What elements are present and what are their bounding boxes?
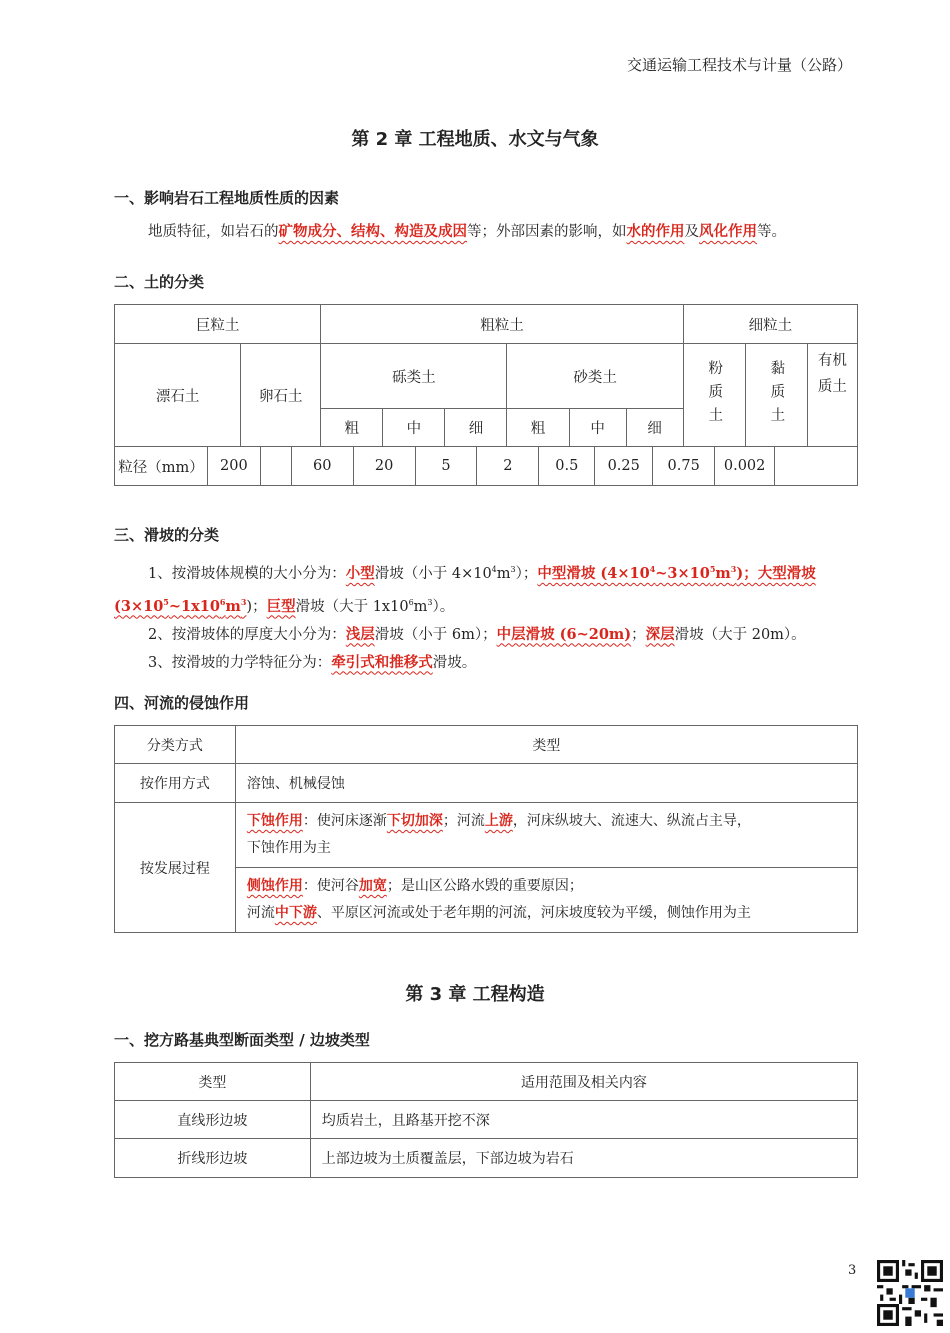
- running-header: 交通运输工程技术与计量（公路）: [626, 56, 852, 74]
- table-cell: 折线形边坡: [115, 1139, 311, 1178]
- size-cell: 中: [383, 409, 445, 447]
- section-heading: 四、河流的侵蚀作用: [114, 694, 250, 712]
- grain-value: 0.75: [653, 447, 715, 486]
- section-heading: 一、挖方路基典型断面类型 / 边坡类型: [114, 1031, 370, 1049]
- grain-value: 60: [291, 447, 353, 486]
- size-cell: 粗: [321, 409, 383, 447]
- highlight: 风化作用: [699, 223, 757, 240]
- table-header: 类型: [235, 726, 857, 764]
- group-header: 巨粒土: [115, 305, 321, 344]
- table-cell: 侧蚀作用：使河谷加宽；是山区公路水毁的重要原因； 河流中下游、平原区河流或处于老年期的河流，河床坡度较为平缓，侧蚀作用为主: [235, 868, 857, 933]
- table-cell: 直线形边坡: [115, 1101, 311, 1139]
- soil-classification-table: [114, 304, 858, 447]
- subgroup: 有机质土: [807, 344, 857, 447]
- subgroup: 砂类土: [507, 344, 683, 409]
- grain-label: 粒径（mm）: [115, 447, 208, 486]
- erosion-table: [114, 725, 858, 933]
- subgroup: 卵石土: [241, 344, 321, 447]
- chapter-title: 第 2 章 工程地质、水文与气象: [351, 129, 599, 150]
- grain-value: 0.002: [715, 447, 775, 486]
- subgroup: 漂石土: [115, 344, 241, 447]
- text: 地质特征，如岩石的: [148, 224, 279, 240]
- chapter-title: 第 3 章 工程构造: [405, 984, 545, 1005]
- grain-value: 200: [207, 447, 260, 486]
- subgroup: 粉质土: [683, 344, 745, 447]
- grain-size-row: [114, 446, 858, 486]
- table-cell: 均质岩土，且路基开挖不深: [310, 1101, 857, 1139]
- grain-value: 5: [415, 447, 477, 486]
- subgroup: 黏质土: [745, 344, 807, 447]
- table-header: 适用范围及相关内容: [310, 1063, 857, 1101]
- subgroup: 砾类土: [321, 344, 507, 409]
- group-header: 细粒土: [683, 305, 857, 344]
- highlight: 矿物成分、结构、构造及成因: [278, 223, 467, 240]
- grain-value: [775, 447, 858, 486]
- page-number: 3: [848, 1263, 857, 1278]
- paragraph: [148, 218, 786, 246]
- section-heading: 二、土的分类: [114, 273, 205, 291]
- qr-code-icon: [877, 1260, 943, 1326]
- section-heading: 三、滑坡的分类: [114, 526, 220, 544]
- table-cell: 下蚀作用：使河床逐渐下切加深；河流上游，河床纵坡大、流速大、纵流占主导， 下蚀作用为主: [235, 803, 857, 868]
- grain-value: 0.5: [539, 447, 595, 486]
- size-cell: 细: [626, 409, 683, 447]
- grain-value: 20: [353, 447, 415, 486]
- size-cell: 粗: [507, 409, 569, 447]
- table-cell: 溶蚀、机械侵蚀: [235, 764, 857, 803]
- text: 及: [684, 224, 699, 240]
- paragraph: 1、按滑坡体规模的大小分为：小型滑坡（小于 $4\times 10^4m^3$）；中型滑坡 $(4\times 10^4\sim 3\times 10^5m^3)$；大型滑坡 $(3\times 10^5\sim 1x10^6m^3)$；巨型滑坡（大于 $1x10^6m^3$）。 2、按滑坡体的厚度大小分为：浅层滑坡（小于 6m）；中层滑坡 (6~20m)；深层滑坡（大于 20m）。 3、按滑坡的力学特征分为：牵引式和推移式滑坡。: [114, 564, 816, 671]
- size-cell: 细: [445, 409, 507, 447]
- size-cell: 中: [569, 409, 626, 447]
- table-cell: 按发展过程: [115, 803, 236, 933]
- text: 等。: [757, 224, 786, 240]
- table-cell: 上部边坡为土质覆盖层，下部边坡为岩石: [310, 1139, 857, 1178]
- table-header: 类型: [115, 1063, 311, 1101]
- highlight: 水的作用: [626, 223, 685, 240]
- grain-value: 0.25: [595, 447, 653, 486]
- section-heading: 一、影响岩石工程地质性质的因素: [114, 189, 340, 207]
- grain-value: 2: [477, 447, 539, 486]
- text: 等；外部因素的影响，如: [467, 224, 627, 240]
- table-cell: 按作用方式: [115, 764, 236, 803]
- grain-value: [260, 447, 291, 486]
- table-header: 分类方式: [115, 726, 236, 764]
- group-header: 粗粒土: [321, 305, 683, 344]
- slope-table: [114, 1062, 858, 1178]
